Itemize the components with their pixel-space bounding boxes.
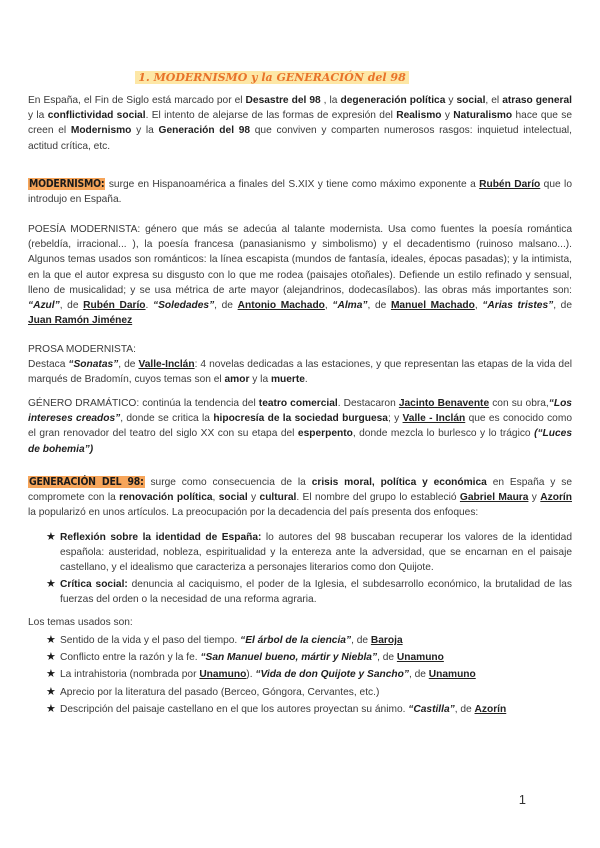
author-link[interactable]: Manuel Machado — [390, 300, 475, 312]
star-icon: ★ — [46, 668, 56, 681]
author-link[interactable]: Azorín — [474, 703, 507, 715]
star-icon: ★ — [46, 651, 56, 664]
author-link[interactable]: Valle - Inclán — [402, 413, 466, 425]
author-link[interactable]: Gabriel Maura — [459, 492, 529, 504]
star-icon: ★ — [46, 685, 56, 698]
modernismo-heading: MODERNISMO: — [29, 178, 105, 190]
star-icon: ★ — [46, 531, 56, 543]
modernismo-paragraph: MODERNISMO: surge en Hispanoamérica a finales del S.XIX y tiene como máximo exponente a Rubén Darío que lo introdujo en España. — [28, 178, 572, 206]
author-link[interactable]: Rubén Darío — [479, 179, 541, 190]
author-link[interactable]: Azorín — [540, 492, 572, 504]
author-link[interactable]: Unamuno — [396, 652, 444, 664]
author-link[interactable]: Unamuno — [199, 669, 247, 681]
dramatico-paragraph: GÉNERO DRAMÁTICO: continúa la tendencia del teatro comercial. Destacaron Jacinto Benavente con su obra,“Los intereses creados”, donde se critica la hipocresía de la sociedad burguesa; y Valle - Inclán que es conocido como el gran renovador del teatro del siglo XX con su etapa del esperpento, donde mezcla lo burlesco y lo trágico (“Luces de bohemia”) — [28, 398, 572, 455]
list-item: ★ La intrahistoria (nombrada por Unamuno). “Vida de don Quijote y Sancho”, de Unamuno — [28, 667, 572, 682]
list-item: ★ Reflexión sobre la identidad de España: lo autores del 98 buscaban recuperar los valores de la identidad española: austeridad, nobleza, espiritualidad y la entereza ante la adversidad, que se encarnan en el paisaje castellano, y el idealismo que caracteriza a personajes literarios como don Quijote. — [46, 531, 572, 574]
author-link[interactable]: Jacinto Benavente — [398, 398, 490, 409]
temas-list — [28, 633, 572, 717]
poesia-paragraph: POESÍA MODERNISTA: género que más se adecúa al talante modernista. Usa como fuentes la poesía romántica (rebeldía, irracional... ), la poesía francesa (panasianismo y simbolismo) y el decadentismo (ruinoso malsano...). Algunos temas usados son románticos: la línea escapista (mundos de fantasía, ideales, épocas pasadas); y la intimista, en la que el autor expresa su disgusto con lo que me rodea (paisajes otoñales). Defiende un estilo refinado y sensual, lleno de musicalidad; y se usa métrica de arte mayor (alejandrinos, dodecasílabos). las obras más importantes son: “Azul”, de Rubén Darío. “Soledades”, de Antonio Machado, “Alma”, de Manuel Machado, “Arias tristes”, de Juan Ramón Jiménez — [28, 224, 573, 327]
prosa-paragraph: Destaca “Sonatas”, de Valle-Inclán: 4 novelas dedicadas a las estaciones, y que representan las etapas de la vida del marqués de Bradomín, cuyos temas son el amor y la muerte. — [28, 359, 573, 386]
list-item: ★ Crítica social: denuncia al caciquismo, el poder de la Iglesia, el subdesarrollo económico, la brutalidad de las fuerzas del orden o la necesidad de una reforma agraria. — [46, 577, 573, 605]
author-link[interactable]: Unamuno — [428, 669, 476, 681]
page-number: 1 — [518, 792, 526, 807]
list-item: ★ Sentido de la vida y el paso del tiempo. “El árbol de la ciencia”, de Baroja — [28, 633, 572, 648]
intro-paragraph: En España, el Fin de Siglo está marcado por el Desastre del 98 , la degeneración política y social, el atraso general y la conflictividad social. El intento de alejarse de las formas de expresión del Realismo y Naturalismo hace que se creen el Modernismo y la Generación del 98 que conviven y comparten numerosos rasgos: inquietud intelectual, actitud crítica, etc. — [28, 95, 573, 152]
star-icon: ★ — [46, 634, 56, 646]
list-item: ★ Descripción del paisaje castellano en el que los autores proyectan su ánimo. “Castilla”, de Azorín — [28, 702, 572, 717]
author-link[interactable]: Juan Ramón Jiménez — [28, 315, 133, 327]
temas-label: Los temas usados son: — [28, 617, 133, 628]
author-link[interactable]: Valle-Inclán — [138, 359, 195, 370]
author-link[interactable]: Baroja — [370, 635, 403, 646]
poesia-label: POESÍA MODERNISTA: — [28, 224, 141, 235]
generacion-heading: GENERACIÓN DEL 98: — [29, 476, 144, 488]
document-title: 1. MODERNISMO y la GENERACIÓN del 98 — [0, 70, 544, 85]
enfoques-list — [28, 530, 572, 607]
star-icon: ★ — [46, 577, 56, 590]
prosa-label: PROSA MODERNISTA: — [28, 344, 136, 355]
list-item: ★ Conflicto entre la razón y la fe. “San Manuel bueno, mártir y Niebla”, de Unamuno — [28, 650, 572, 665]
author-link[interactable]: Rubén Darío — [83, 300, 146, 312]
generacion-paragraph: GENERACIÓN DEL 98: surge como consecuencia de la crisis moral, política y económica en España y se compromete con la renovación política, social y cultural. El nombre del grupo lo estableció Gabriel Maura y Azorín la popularizó en unos artículos. La preocupación por la decadencia del país presenta dos enfoques: — [28, 476, 572, 519]
list-item: ★ Aprecio por la literatura del pasado (Berceo, Góngora, Cervantes, etc.) — [28, 685, 572, 700]
author-link[interactable]: Antonio Machado — [237, 300, 325, 312]
star-icon: ★ — [46, 702, 56, 715]
dramatico-label: GÉNERO DRAMÁTICO: — [28, 398, 140, 409]
